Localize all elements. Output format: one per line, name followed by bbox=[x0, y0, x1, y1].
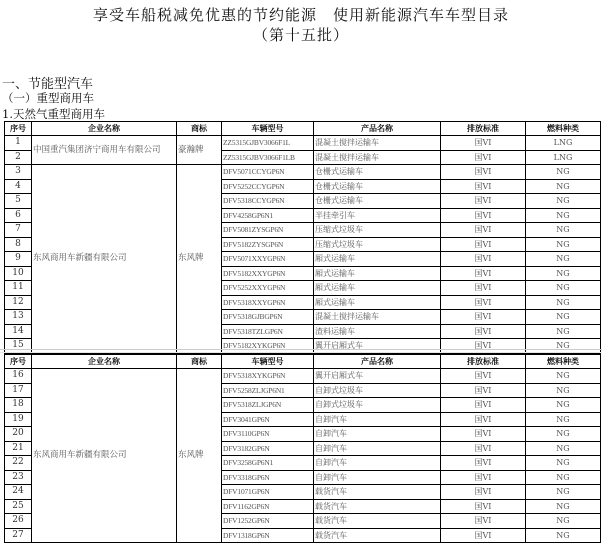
cell-emission: 国VI bbox=[441, 383, 526, 398]
cell-model: DFV5258ZLJGP6N1 bbox=[222, 383, 314, 398]
header-emission: 排放标准 bbox=[441, 355, 526, 369]
cell-product: 渣料运输车 bbox=[314, 324, 441, 339]
cell-model: DFV5081ZYSGP6N bbox=[222, 223, 314, 238]
cell-seq: 2 bbox=[5, 150, 32, 165]
cell-fuel: NG bbox=[526, 237, 601, 252]
cell-brand: 东风牌 bbox=[177, 165, 222, 354]
header-brand: 商标 bbox=[177, 122, 222, 136]
page-break-divider bbox=[0, 349, 602, 353]
cell-seq: 23 bbox=[5, 470, 32, 485]
document-title: 享受车船税减免优惠的节约能源 使用新能源汽车车型目录 bbox=[92, 6, 509, 24]
cell-model: DFV1318GP6N bbox=[222, 528, 314, 543]
cell-emission: 国VI bbox=[441, 208, 526, 223]
cell-emission: 国VI bbox=[441, 514, 526, 529]
cell-product: 自卸汽车 bbox=[314, 427, 441, 442]
vehicle-table-page-1 bbox=[4, 121, 601, 354]
cell-seq: 11 bbox=[5, 281, 32, 296]
header-product: 产品名称 bbox=[314, 122, 441, 136]
cell-model: ZZ5315GJBV3066F1LB bbox=[222, 150, 314, 165]
cell-product: 自卸汽车 bbox=[314, 412, 441, 427]
cell-fuel: LNG bbox=[526, 150, 601, 165]
cell-product: 翼开启厢式车 bbox=[314, 369, 441, 384]
cell-model: DFV1252GP6N bbox=[222, 514, 314, 529]
cell-product: 翼开启厢式车 bbox=[314, 339, 441, 354]
cell-seq: 16 bbox=[5, 369, 32, 384]
header-fuel: 燃料种类 bbox=[526, 355, 601, 369]
header-company: 企业名称 bbox=[32, 355, 177, 369]
cell-seq: 12 bbox=[5, 295, 32, 310]
cell-product: 半挂牵引车 bbox=[314, 208, 441, 223]
cell-model: DFV5318CCYGP6N bbox=[222, 194, 314, 209]
cell-fuel: NG bbox=[526, 310, 601, 325]
cell-brand: 豪瀚牌 bbox=[177, 136, 222, 165]
cell-emission: 国VI bbox=[441, 427, 526, 442]
cell-model: DFV5071XXYGP6N bbox=[222, 252, 314, 267]
cell-seq: 17 bbox=[5, 383, 32, 398]
cell-product: 载货汽车 bbox=[314, 528, 441, 543]
cell-model: DFV5071CCYGP6N bbox=[222, 165, 314, 180]
header-fuel: 燃料种类 bbox=[526, 122, 601, 136]
cell-emission: 国VI bbox=[441, 339, 526, 354]
cell-emission: 国VI bbox=[441, 499, 526, 514]
cell-fuel: NG bbox=[526, 281, 601, 296]
cell-seq: 7 bbox=[5, 223, 32, 238]
table-header-row bbox=[5, 122, 601, 136]
cell-model: DFV3182GP6N bbox=[222, 441, 314, 456]
document-subtitle: （第十五批） bbox=[252, 26, 349, 44]
cell-seq: 26 bbox=[5, 514, 32, 529]
cell-seq: 19 bbox=[5, 412, 32, 427]
cell-seq: 6 bbox=[5, 208, 32, 223]
subsection-heading: （一）重型商用车 bbox=[2, 91, 94, 105]
cell-emission: 国VI bbox=[441, 485, 526, 500]
cell-seq: 24 bbox=[5, 485, 32, 500]
cell-product: 厢式运输车 bbox=[314, 252, 441, 267]
cell-seq: 20 bbox=[5, 427, 32, 442]
cell-model: DFV5318GJBGP6N bbox=[222, 310, 314, 325]
cell-emission: 国VI bbox=[441, 295, 526, 310]
cell-product: 混凝土搅拌运输车 bbox=[314, 150, 441, 165]
cell-product: 厢式运输车 bbox=[314, 281, 441, 296]
cell-model: DFV3318GP6N bbox=[222, 470, 314, 485]
cell-product: 厢式运输车 bbox=[314, 266, 441, 281]
cell-emission: 国VI bbox=[441, 456, 526, 471]
cell-product: 载货汽车 bbox=[314, 485, 441, 500]
cell-seq: 27 bbox=[5, 528, 32, 543]
cell-product: 自卸汽车 bbox=[314, 441, 441, 456]
cell-model: DFV5318XYKGP6N bbox=[222, 369, 314, 384]
cell-seq: 18 bbox=[5, 398, 32, 413]
cell-emission: 国VI bbox=[441, 165, 526, 180]
cell-model: DFV5318XXYGP6N bbox=[222, 295, 314, 310]
cell-emission: 国VI bbox=[441, 266, 526, 281]
cell-fuel: NG bbox=[526, 208, 601, 223]
cell-company: 中国重汽集团济宁商用车有限公司 bbox=[32, 136, 177, 165]
category-heading: 1.天然气重型商用车 bbox=[2, 107, 105, 121]
cell-emission: 国VI bbox=[441, 441, 526, 456]
cell-emission: 国VI bbox=[441, 398, 526, 413]
cell-company: 东风商用车新疆有限公司 bbox=[32, 165, 177, 354]
table-row bbox=[5, 165, 601, 180]
cell-emission: 国VI bbox=[441, 179, 526, 194]
cell-product: 仓栅式运输车 bbox=[314, 194, 441, 209]
cell-emission: 国VI bbox=[441, 324, 526, 339]
cell-seq: 22 bbox=[5, 456, 32, 471]
header-seq: 序号 bbox=[5, 355, 32, 369]
cell-model: DFV3041GP6N bbox=[222, 412, 314, 427]
cell-fuel: NG bbox=[526, 179, 601, 194]
cell-model: DFV3110GP6N bbox=[222, 427, 314, 442]
cell-fuel: NG bbox=[526, 398, 601, 413]
cell-product: 仓栅式运输车 bbox=[314, 179, 441, 194]
cell-product: 混凝土搅拌运输车 bbox=[314, 310, 441, 325]
cell-seq: 13 bbox=[5, 310, 32, 325]
header-seq: 序号 bbox=[5, 122, 32, 136]
cell-model: DFV4258GP6N1 bbox=[222, 208, 314, 223]
header-model: 车辆型号 bbox=[222, 355, 314, 369]
cell-seq: 5 bbox=[5, 194, 32, 209]
cell-emission: 国VI bbox=[441, 223, 526, 238]
cell-model: ZZ5315GJBV3066F1L bbox=[222, 136, 314, 151]
cell-company: 东风商用车新疆有限公司 bbox=[32, 369, 177, 543]
table-row bbox=[5, 369, 601, 384]
cell-product: 压缩式垃圾车 bbox=[314, 223, 441, 238]
cell-fuel: NG bbox=[526, 470, 601, 485]
cell-emission: 国VI bbox=[441, 150, 526, 165]
cell-fuel: NG bbox=[526, 295, 601, 310]
cell-model: DFV5252CCYGP6N bbox=[222, 179, 314, 194]
cell-model: DFV5182XYKGP6N bbox=[222, 339, 314, 354]
vehicle-table-page-2 bbox=[4, 354, 601, 543]
cell-fuel: NG bbox=[526, 456, 601, 471]
cell-fuel: NG bbox=[526, 499, 601, 514]
header-product: 产品名称 bbox=[314, 355, 441, 369]
header-brand: 商标 bbox=[177, 355, 222, 369]
cell-emission: 国VI bbox=[441, 194, 526, 209]
table-row bbox=[5, 136, 601, 151]
cell-fuel: NG bbox=[526, 165, 601, 180]
cell-product: 自卸汽车 bbox=[314, 470, 441, 485]
cell-product: 压缩式垃圾车 bbox=[314, 237, 441, 252]
cell-seq: 4 bbox=[5, 179, 32, 194]
header-company: 企业名称 bbox=[32, 122, 177, 136]
cell-model: DFV5318ZLJGP6N bbox=[222, 398, 314, 413]
cell-fuel: NG bbox=[526, 339, 601, 354]
cell-seq: 9 bbox=[5, 252, 32, 267]
cell-emission: 国VI bbox=[441, 252, 526, 267]
cell-seq: 8 bbox=[5, 237, 32, 252]
cell-emission: 国VI bbox=[441, 369, 526, 384]
cell-fuel: NG bbox=[526, 514, 601, 529]
cell-brand: 东风牌 bbox=[177, 369, 222, 543]
cell-fuel: NG bbox=[526, 369, 601, 384]
cell-emission: 国VI bbox=[441, 136, 526, 151]
cell-product: 载货汽车 bbox=[314, 499, 441, 514]
cell-seq: 1 bbox=[5, 136, 32, 151]
header-emission: 排放标准 bbox=[441, 122, 526, 136]
cell-seq: 15 bbox=[5, 339, 32, 354]
cell-product: 厢式运输车 bbox=[314, 295, 441, 310]
cell-model: DFV1071GP6N bbox=[222, 485, 314, 500]
section-heading: 一、节能型汽车 bbox=[2, 77, 94, 92]
cell-product: 仓栅式运输车 bbox=[314, 165, 441, 180]
cell-model: DFV5318TZLGP6N bbox=[222, 324, 314, 339]
cell-product: 自卸式垃圾车 bbox=[314, 398, 441, 413]
cell-seq: 10 bbox=[5, 266, 32, 281]
cell-model: DFV5252XXYGP6N bbox=[222, 281, 314, 296]
cell-seq: 21 bbox=[5, 441, 32, 456]
cell-fuel: NG bbox=[526, 485, 601, 500]
cell-fuel: NG bbox=[526, 383, 601, 398]
cell-fuel: NG bbox=[526, 223, 601, 238]
header-model: 车辆型号 bbox=[222, 122, 314, 136]
cell-seq: 25 bbox=[5, 499, 32, 514]
cell-seq: 14 bbox=[5, 324, 32, 339]
table-header-row bbox=[5, 355, 601, 369]
cell-emission: 国VI bbox=[441, 528, 526, 543]
cell-fuel: NG bbox=[526, 441, 601, 456]
cell-emission: 国VI bbox=[441, 237, 526, 252]
cell-fuel: NG bbox=[526, 266, 601, 281]
cell-seq: 3 bbox=[5, 165, 32, 180]
cell-model: DFV3258GP6N1 bbox=[222, 456, 314, 471]
cell-emission: 国VI bbox=[441, 470, 526, 485]
cell-emission: 国VI bbox=[441, 310, 526, 325]
cell-fuel: NG bbox=[526, 194, 601, 209]
cell-product: 混凝土搅拌运输车 bbox=[314, 136, 441, 151]
cell-fuel: NG bbox=[526, 324, 601, 339]
cell-fuel: NG bbox=[526, 252, 601, 267]
cell-product: 自卸汽车 bbox=[314, 456, 441, 471]
cell-fuel: LNG bbox=[526, 136, 601, 151]
cell-model: DFV1162GP6N bbox=[222, 499, 314, 514]
cell-fuel: NG bbox=[526, 528, 601, 543]
cell-product: 自卸式垃圾车 bbox=[314, 383, 441, 398]
cell-product: 载货汽车 bbox=[314, 514, 441, 529]
cell-emission: 国VI bbox=[441, 281, 526, 296]
cell-model: DFV5182XXYGP6N bbox=[222, 266, 314, 281]
cell-fuel: NG bbox=[526, 427, 601, 442]
cell-fuel: NG bbox=[526, 412, 601, 427]
cell-model: DFV5182ZYSGP6N bbox=[222, 237, 314, 252]
cell-emission: 国VI bbox=[441, 412, 526, 427]
